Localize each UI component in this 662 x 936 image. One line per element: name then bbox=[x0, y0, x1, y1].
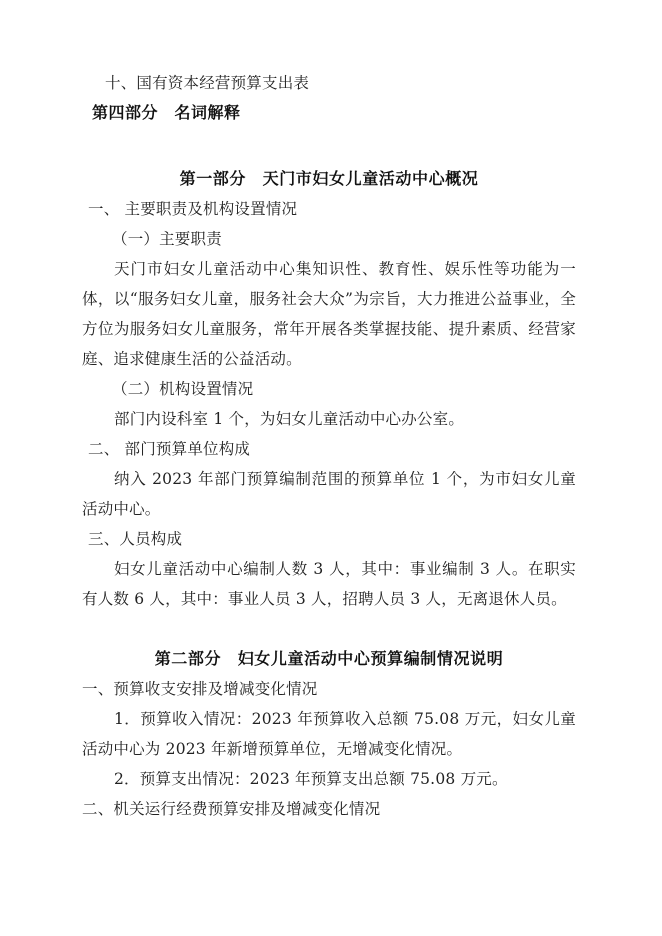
part-one-sub-one-heading: （一）主要职责 bbox=[112, 230, 222, 248]
part-one-section-two-heading: 二、 部门预算单位构成 bbox=[88, 440, 251, 458]
document-body bbox=[82, 68, 576, 824]
part-one-sub-two-heading: （二）机构设置情况 bbox=[112, 380, 254, 398]
part-one-sub-two-paragraph: 部门内设科室 1 个，为妇女儿童活动中心办公室。 bbox=[114, 410, 465, 428]
toc-part-four-heading: 第四部分 名词解释 bbox=[92, 103, 241, 122]
part-two-heading: 第二部分 妇女儿童活动中心预算编制情况说明 bbox=[154, 649, 504, 668]
part-one-section-three-paragraph: 妇女儿童活动中心编制人数 3 人，其中：事业编制 3 人。在职实有人数 6 人，其中：事业人员 3 人，招聘人员 3 人，无离退休人员。 bbox=[82, 560, 576, 608]
section-gap bbox=[82, 128, 576, 164]
toc-item-ten: 十、国有资本经营预算支出表 bbox=[105, 74, 310, 92]
part-one-section-one-heading: 一、 主要职责及机构设置情况 bbox=[88, 200, 298, 218]
part-one-sub-one-paragraph: 天门市妇女儿童活动中心集知识性、教育性、娱乐性等功能为一体，以“服务妇女儿童，服务社会大众”为宗旨，大力推进公益事业，全方位为服务妇女儿童服务，常年开展各类掌握技能、提升素质、经营家庭、追求健康生活的公益活动。 bbox=[82, 260, 576, 368]
part-two-item-2: 2．预算支出情况：2023 年预算支出总额 75.08 万元。 bbox=[114, 770, 508, 788]
part-gap bbox=[82, 614, 576, 644]
part-one-section-two-paragraph: 纳入 2023 年部门预算编制范围的预算单位 1 个，为市妇女儿童活动中心。 bbox=[82, 470, 576, 518]
part-one-heading: 第一部分 天门市妇女儿童活动中心概况 bbox=[179, 169, 479, 188]
part-two-section-one-heading: 一、预算收支安排及增减变化情况 bbox=[82, 680, 318, 698]
part-two-section-two-heading: 二、机关运行经费预算安排及增减变化情况 bbox=[82, 800, 381, 818]
part-one-section-three-heading: 三、人员构成 bbox=[88, 530, 183, 548]
part-two-item-1: 1．预算收入情况：2023 年预算收入总额 75.08 万元，妇女儿童活动中心为 2023 年新增预算单位，无增减变化情况。 bbox=[82, 710, 576, 758]
